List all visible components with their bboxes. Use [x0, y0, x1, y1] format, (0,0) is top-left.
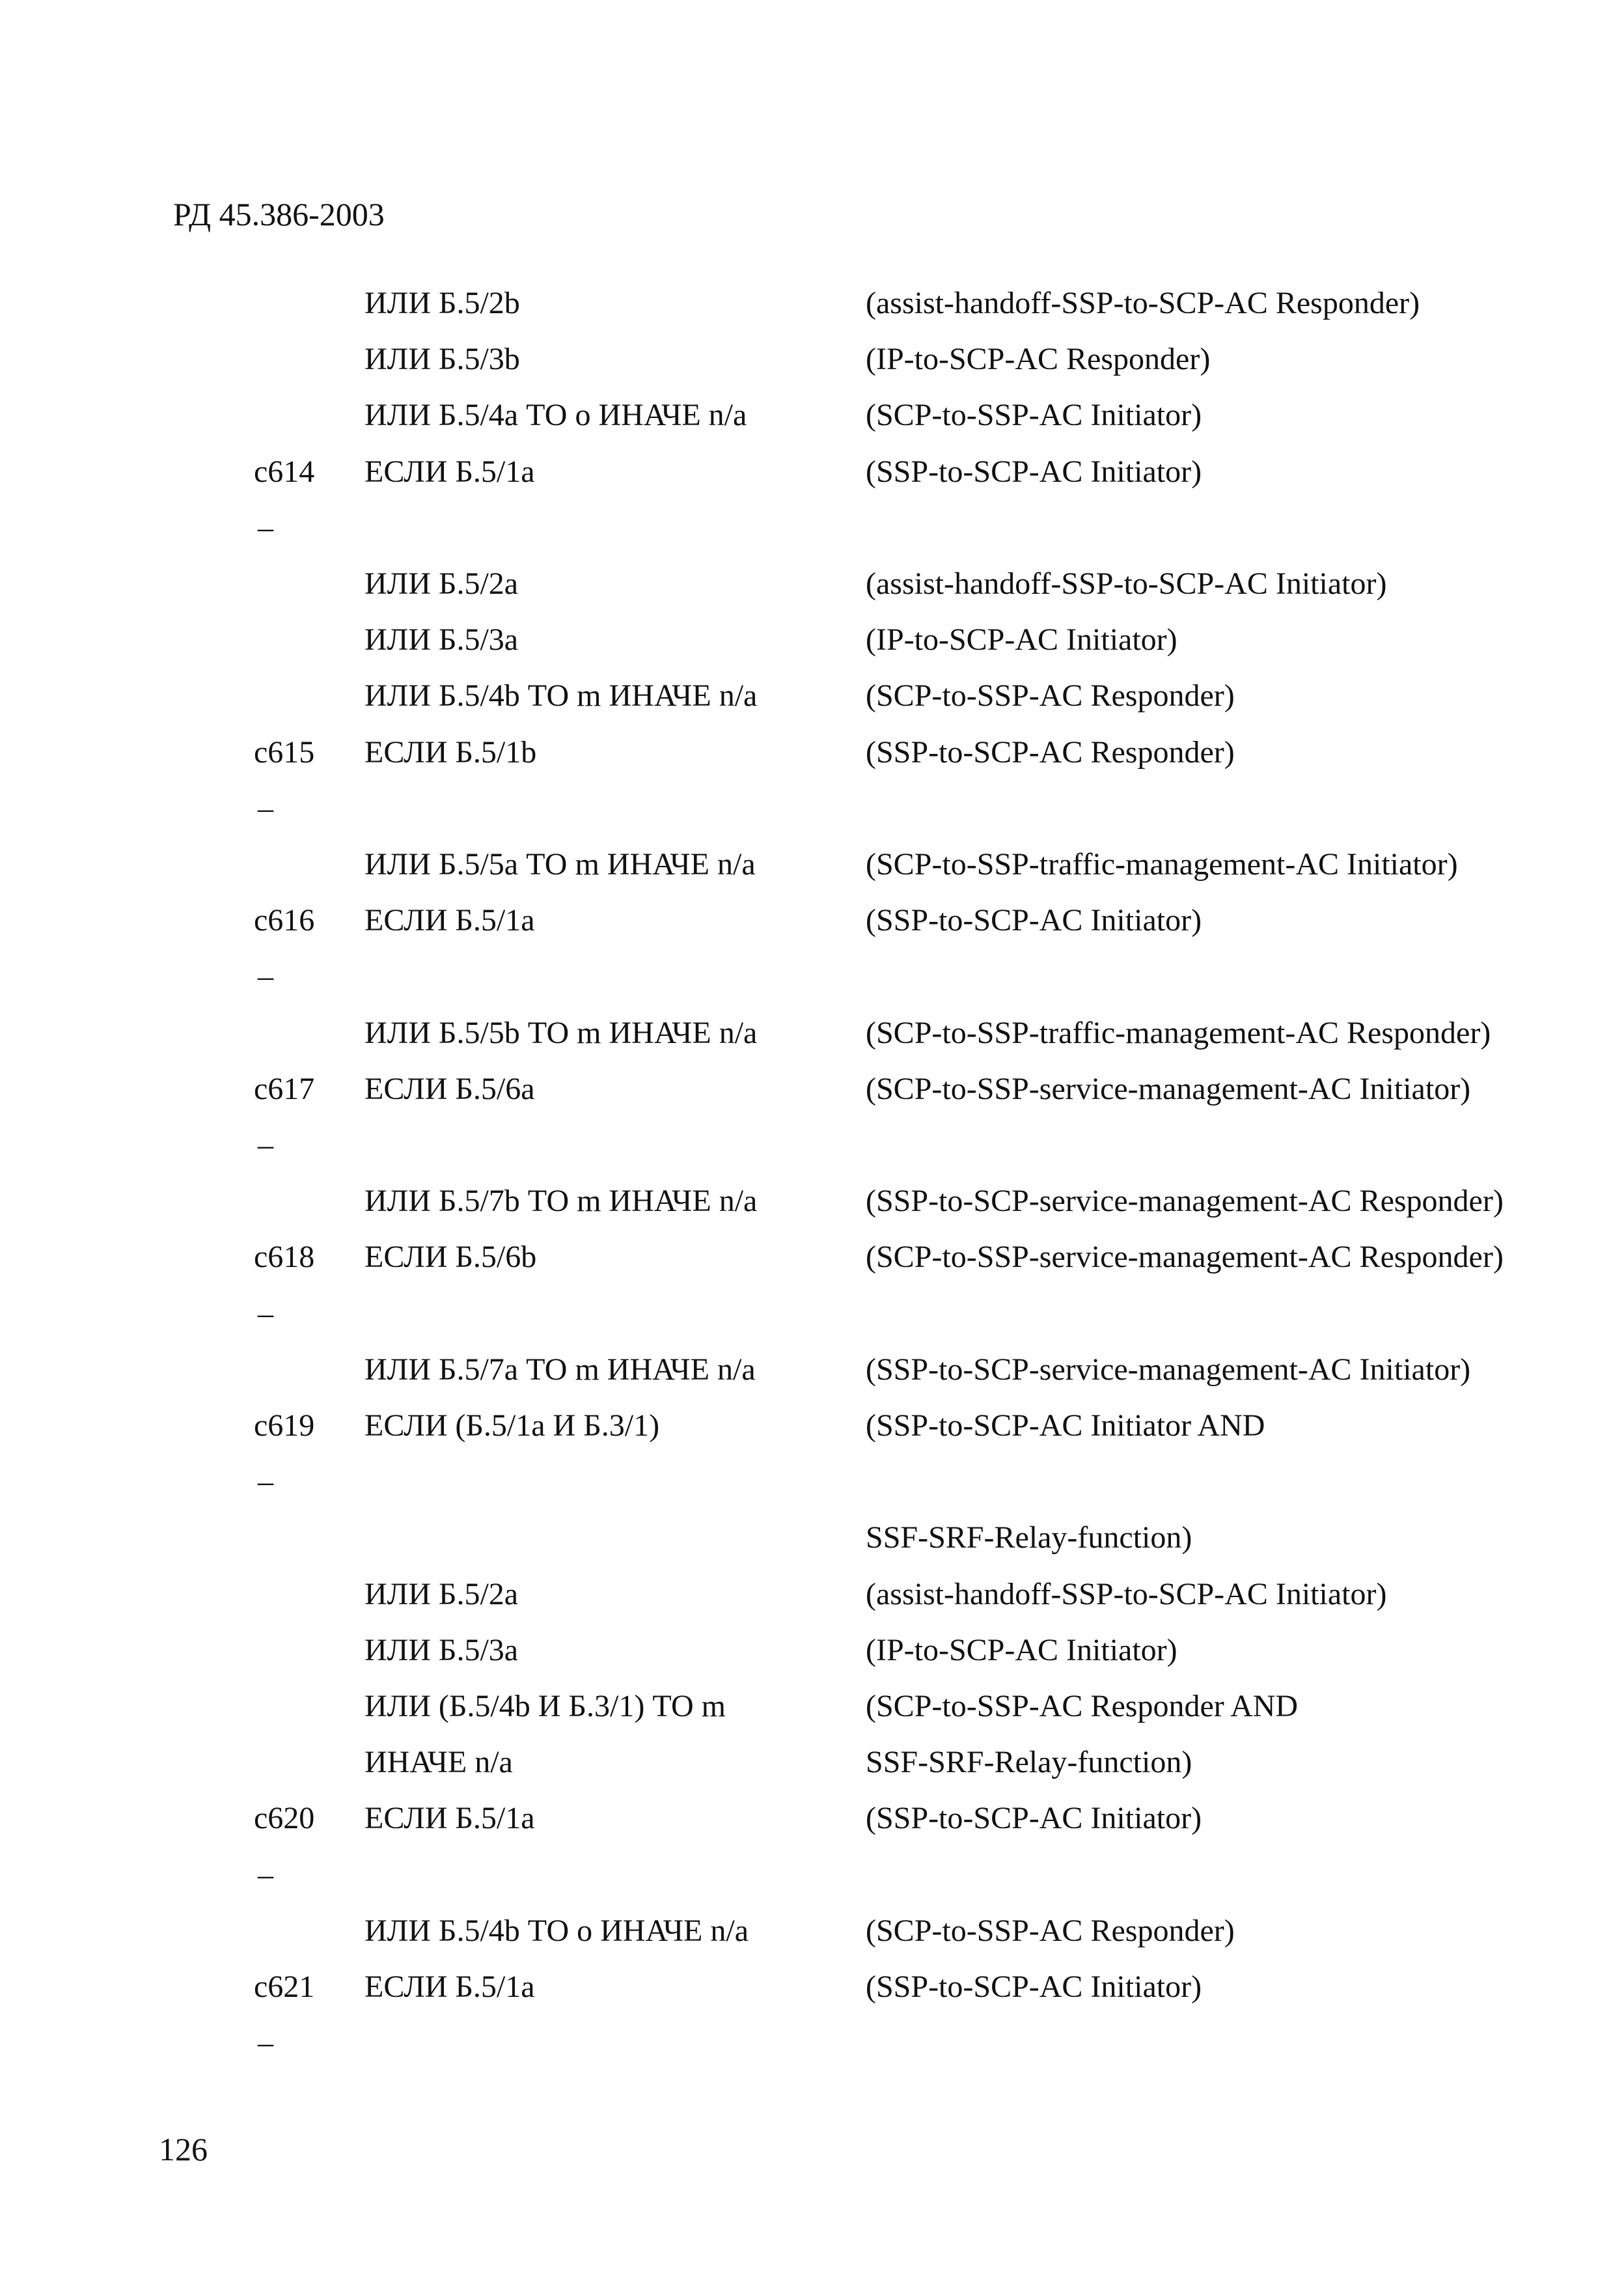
table-row	[0, 1182, 1624, 1221]
condition-description: (SCP-to-SSP-service-management-AC Initiator)	[866, 1072, 1471, 1106]
document-id: РД 45.386-2003	[173, 196, 385, 232]
condition-description: (assist-handoff-SSP-to-SCP-AC Responder)	[866, 286, 1420, 320]
condition-description: (SCP-to-SSP-traffic-management-AC Initiator)	[866, 847, 1458, 882]
table-row	[0, 957, 1624, 996]
condition-description: (SSP-to-SCP-service-management-AC Initiator)	[866, 1352, 1471, 1387]
table-row	[0, 1070, 1624, 1109]
condition-description: SSF-SRF-Relay-function)	[866, 1520, 1192, 1555]
condition-description: (SCP-to-SSP-service-management-AC Responder)	[866, 1240, 1504, 1274]
condition-description: (SSP-to-SCP-AC Initiator)	[866, 454, 1202, 489]
table-row	[0, 845, 1624, 884]
table-row	[0, 733, 1624, 772]
condition-description: (SCP-to-SSP-AC Responder)	[866, 678, 1235, 713]
condition-expression: ИЛИ Б.5/3b	[365, 342, 520, 376]
table-row	[0, 2024, 1624, 2063]
condition-expression: ИЛИ Б.5/3a	[365, 1633, 519, 1667]
table-row	[0, 901, 1624, 940]
table-row	[0, 564, 1624, 604]
condition-description: (SCP-to-SSP-AC Responder AND	[866, 1689, 1299, 1723]
condition-expression: ИЛИ Б.5/4a ТО o ИНАЧЕ n/a	[365, 398, 747, 432]
condition-expression: ИЛИ Б.5/3a	[365, 622, 519, 657]
condition-expression: ИЛИ Б.5/2a	[365, 566, 519, 601]
table-row	[0, 620, 1624, 660]
condition-code: c616	[254, 903, 315, 938]
table-row	[0, 1238, 1624, 1277]
condition-expression: ЕСЛИ Б.5/1a	[365, 454, 535, 489]
table-row	[0, 1406, 1624, 1445]
table-row	[0, 340, 1624, 379]
condition-expression: ЕСЛИ Б.5/1b	[365, 735, 537, 770]
condition-code: c617	[254, 1072, 315, 1106]
table-row	[0, 396, 1624, 435]
continuation-dash: –	[258, 1464, 273, 1499]
condition-expression: ИЛИ Б.5/4b ТО m ИНАЧЕ n/a	[365, 678, 758, 713]
table-row	[0, 676, 1624, 716]
condition-description: (SCP-to-SSP-AC Responder)	[866, 1914, 1235, 1948]
condition-expression: ЕСЛИ (Б.5/1a И Б.3/1)	[365, 1408, 660, 1443]
table-row	[0, 789, 1624, 828]
condition-description: (IP-to-SCP-AC Initiator)	[866, 622, 1177, 657]
table-row	[0, 1014, 1624, 1053]
condition-description: (SSP-to-SCP-AC Responder)	[866, 735, 1235, 770]
continuation-dash: –	[258, 2026, 273, 2060]
table-row	[0, 453, 1624, 492]
condition-expression: ИНАЧЕ n/a	[365, 1745, 513, 1779]
page-number: 126	[159, 2131, 208, 2167]
condition-description: (IP-to-SCP-AC Initiator)	[866, 1633, 1177, 1667]
condition-description: (SSP-to-SCP-AC Initiator)	[866, 903, 1202, 938]
table-row	[0, 1743, 1624, 1782]
condition-expression: ИЛИ Б.5/5a ТО m ИНАЧЕ n/a	[365, 847, 756, 882]
condition-expression: ИЛИ Б.5/5b ТО m ИНАЧЕ n/a	[365, 1016, 758, 1050]
condition-expression: ЕСЛИ Б.5/6b	[365, 1240, 537, 1274]
condition-description: (IP-to-SCP-AC Responder)	[866, 342, 1211, 376]
condition-code: c619	[254, 1408, 315, 1443]
condition-description: SSF-SRF-Relay-function)	[866, 1745, 1192, 1779]
condition-description: (SSP-to-SCP-AC Initiator)	[866, 1970, 1202, 2004]
condition-description: (SSP-to-SCP-AC Initiator AND	[866, 1408, 1265, 1443]
condition-expression: ИЛИ Б.5/4b ТО o ИНАЧЕ n/a	[365, 1914, 749, 1948]
continuation-dash: –	[258, 1296, 273, 1331]
condition-expression: ИЛИ (Б.5/4b И Б.3/1) ТО m	[365, 1689, 726, 1723]
condition-description: (SCP-to-SSP-AC Initiator)	[866, 398, 1202, 432]
condition-description: (SSP-to-SCP-service-management-AC Responder)	[866, 1184, 1504, 1218]
table-row	[0, 284, 1624, 323]
table-row	[0, 1856, 1624, 1895]
table-row	[0, 1575, 1624, 1614]
condition-code: c615	[254, 735, 315, 770]
table-row	[0, 1912, 1624, 1951]
table-row	[0, 1126, 1624, 1165]
continuation-dash: –	[258, 1128, 273, 1162]
condition-expression: ЕСЛИ Б.5/6a	[365, 1072, 535, 1106]
continuation-dash: –	[258, 791, 273, 826]
table-row	[0, 1462, 1624, 1501]
condition-code: c621	[254, 1970, 315, 2004]
table-row	[0, 508, 1624, 548]
condition-code: c614	[254, 454, 315, 489]
continuation-dash: –	[258, 959, 273, 994]
table-row	[0, 1518, 1624, 1557]
condition-code: c620	[254, 1801, 315, 1835]
condition-expression: ИЛИ Б.5/2b	[365, 286, 520, 320]
table-row	[0, 1799, 1624, 1838]
continuation-dash: –	[258, 1858, 273, 1892]
table-row	[0, 1968, 1624, 2007]
condition-description: (SCP-to-SSP-traffic-management-AC Responder)	[866, 1016, 1491, 1050]
table-row	[0, 1687, 1624, 1726]
condition-expression: ЕСЛИ Б.5/1a	[365, 1801, 535, 1835]
condition-expression: ЕСЛИ Б.5/1a	[365, 1970, 535, 2004]
condition-expression: ИЛИ Б.5/7b ТО m ИНАЧЕ n/a	[365, 1184, 758, 1218]
condition-expression: ИЛИ Б.5/2a	[365, 1577, 519, 1611]
condition-expression: ЕСЛИ Б.5/1a	[365, 903, 535, 938]
condition-expression: ИЛИ Б.5/7a ТО m ИНАЧЕ n/a	[365, 1352, 756, 1387]
table-row	[0, 1350, 1624, 1389]
table-row	[0, 1294, 1624, 1333]
condition-description: (assist-handoff-SSP-to-SCP-AC Initiator)	[866, 566, 1387, 601]
condition-description: (assist-handoff-SSP-to-SCP-AC Initiator)	[866, 1577, 1387, 1611]
condition-code: c618	[254, 1240, 315, 1274]
condition-description: (SSP-to-SCP-AC Initiator)	[866, 1801, 1202, 1835]
table-row	[0, 1631, 1624, 1670]
continuation-dash: –	[258, 510, 273, 545]
